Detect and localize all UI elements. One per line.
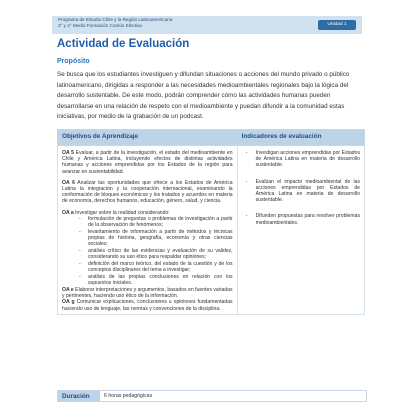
objectives-header: Objetivos de Aprendizaje	[58, 130, 238, 146]
program-line-1: Programa de Estudio Chile y la Región Latinoamericana	[58, 17, 173, 22]
indicator-item: - Investigan acciones emprendidas por Estados de América Latina en materia de desarrollo sustentable.	[242, 150, 360, 169]
oa-a: OA a Investigar sobre la realidad considerando:	[62, 209, 170, 216]
duration-label: Duración	[58, 391, 100, 401]
duration-value: 6 horas pedagógicas	[104, 393, 153, 399]
indicators-header: Indicadores de evaluación	[237, 130, 364, 146]
objectives-cell	[58, 146, 238, 315]
indicator-item: - Difunden propuestas para resolver problemas medioambientales.	[242, 213, 360, 225]
oa-a-list	[62, 216, 233, 287]
oa-g: OA g Comunicar explicaciones, conclusiones u opiniones fundamentadas haciendo uso de lenguaje, las normas y convenciones de la disciplina.	[62, 299, 233, 312]
program-line-2: 3° y 4° Medio Formación Común Electiva	[58, 22, 142, 28]
oa-e: OA e Elaborar interpretaciones y argumentos, basados en fuentes variadas y pertinentes, haciendo uso ético de la información.	[62, 287, 233, 300]
list-item: - análisis crítico de las evidencias y evaluación de su validez, considerando su uso ético para respaldar opiniones;	[88, 248, 233, 260]
list-item: - definición del marco teórico, del estado de la cuestión y de los conceptos disciplinares del tema a investigar;	[88, 261, 233, 273]
indicator-item: - Evalúan el impacto medioambiental de las acciones emprendidas por Estados de América Latina en materia de desarrollo sustentable.	[242, 179, 360, 204]
page-title: Actividad de Evaluación	[57, 38, 190, 50]
list-item: - levantamiento de información a partir de métodos y técnicas propias de historia, geografía, economía y otras ciencias sociales;	[88, 229, 233, 248]
purpose-text: Se busca que los estudiantes investiguen y difundan situaciones o acciones del mundo privado o público latinoamericano, dirigidas a responder a las necesidades medioambientales regionales bajo la lógica del desarrollo sustentable. De este modo, podrán comprender cómo las actividades humanas pueden desarrollarse en una relación de respeto con el medioambiente y puedan difundir a la comunidad estas iniciativas, por medio de la grabación de un podcast.	[57, 71, 350, 120]
list-item: - análisis de las propias conclusiones en relación con los supuestos iniciales.	[88, 274, 233, 286]
evaluation-table	[57, 129, 365, 315]
indicators-cell	[237, 146, 364, 315]
list-item: - formulación de preguntas o problemas de investigación a partir de la observación de fenómenos;	[88, 216, 233, 228]
oa-6: OA 6 Analizar las oportunidades que ofrece a los Estados de América Latina la integración y la cooperación internacional, examinando la conformación de bloques económicos y los tratados y acuerdos en materia de economía, derechos humanos, educación, género, salud, y ciencia.	[62, 179, 233, 205]
unit-badge: Unidad 1	[318, 20, 356, 30]
duration-row	[57, 390, 367, 402]
oa-5: OA 5 Evaluar, a partir de la investigación, el estado del medioambiente en Chile y América Latina, incluyendo efectos de distintas actividades humanas y acciones emprendidas por los Estados de la región para avanzar en sustentabilidad.	[62, 150, 233, 175]
program-name	[58, 17, 172, 28]
purpose-heading: Propósito	[57, 58, 90, 65]
